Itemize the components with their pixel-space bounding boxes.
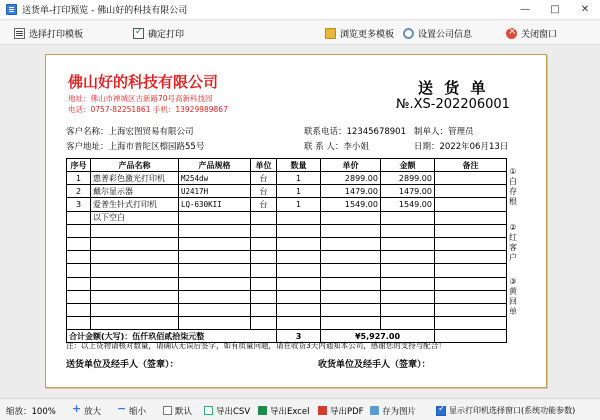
show-printer-dialog-label: 显示打印机选择窗口(系统功能参数) — [449, 406, 576, 415]
product-spec: M254dw — [179, 172, 251, 185]
company-name: 佛山好的科技有限公司 — [68, 73, 219, 91]
product-unit: 台 — [251, 172, 277, 185]
print-preview-area[interactable] — [0, 46, 600, 398]
zoom-out-label: 缩小 — [129, 406, 147, 417]
column-header: 数量 — [277, 159, 321, 172]
document-date: 日期：2022年06月13日 — [414, 142, 509, 152]
csv-icon — [204, 406, 213, 415]
toolbar — [0, 21, 600, 45]
close-preview-label: 关闭窗口 — [521, 29, 558, 40]
table-row-empty — [67, 264, 507, 277]
creator: 制单人：管理员 — [414, 127, 474, 137]
side-note-white-copy: ① 白 存 根 — [509, 167, 517, 206]
table-row — [67, 211, 507, 224]
row-number — [67, 211, 91, 224]
zoom-in-button[interactable] — [72, 404, 101, 417]
company-settings-button[interactable] — [403, 25, 472, 41]
browse-templates-button[interactable] — [325, 25, 394, 41]
column-header: 金额 — [381, 159, 435, 172]
export-pdf-label: 导出PDF — [330, 406, 364, 417]
customer-address: 客户地址：上海市普陀区檫园路55号 — [66, 142, 205, 152]
select-template-button[interactable] — [14, 25, 83, 41]
product-name: 戴尔显示器 — [91, 185, 179, 198]
document-title: 送 货 单 — [418, 79, 489, 97]
side-note-yellow-copy: ③ 黄 回 单 — [509, 277, 517, 316]
paper-page — [45, 54, 547, 388]
product-price: 1479.00 — [321, 185, 381, 198]
folder-icon — [325, 28, 336, 39]
confirm-print-button[interactable] — [133, 25, 184, 41]
image-icon — [370, 406, 379, 415]
window-title: 送货单-打印预览 - 佛山好的科技有限公司 — [22, 6, 188, 16]
zoom-out-button[interactable] — [117, 404, 146, 417]
product-amount: 1549.00 — [381, 198, 435, 211]
goods-table — [66, 158, 507, 343]
confirm-print-label: 确定打印 — [148, 29, 185, 40]
table-row — [67, 185, 507, 198]
excel-icon — [258, 406, 267, 415]
column-header: 产品名称 — [91, 159, 179, 172]
contact-person: 联 系 人：李小姐 — [304, 142, 369, 152]
title-bar — [0, 0, 600, 20]
table-header-row — [67, 159, 507, 172]
product-spec — [179, 211, 251, 224]
browse-templates-label: 浏览更多模板 — [340, 29, 395, 40]
app-icon — [6, 4, 17, 15]
receiver-signature: 收货单位及经手人（签章）： — [318, 360, 431, 370]
column-header: 单位 — [251, 159, 277, 172]
table-row-empty — [67, 290, 507, 303]
zoom-in-label: 放大 — [84, 406, 102, 417]
customer-name: 客户名称：上海宏图贸易有限公司 — [66, 127, 194, 137]
product-note — [435, 185, 507, 198]
page-icon — [163, 406, 172, 415]
product-name: 惠普彩色激光打印机 — [91, 172, 179, 185]
close-window-button[interactable]: ✕ — [580, 4, 590, 15]
checkbox-checked-icon — [436, 406, 446, 416]
company-address: 地址：佛山市禅城区古新路70号高新科技园 — [68, 94, 213, 103]
product-note — [435, 198, 507, 211]
column-header: 序号 — [67, 159, 91, 172]
product-note — [435, 172, 507, 185]
product-qty: 1 — [277, 185, 321, 198]
side-note-red-copy: ② 红 客 户 — [509, 223, 517, 262]
product-name: 以下空白 — [91, 211, 179, 224]
plus-icon — [72, 406, 81, 415]
select-template-label: 选择打印模板 — [29, 29, 84, 40]
row-number: 1 — [67, 172, 91, 185]
table-row-empty — [67, 237, 507, 250]
product-qty: 1 — [277, 172, 321, 185]
company-phone: 电话：0757-82251861 手机：13929989867 — [68, 105, 228, 114]
product-price — [321, 211, 381, 224]
row-number: 2 — [67, 185, 91, 198]
product-amount: 2899.00 — [381, 172, 435, 185]
default-zoom-label: 默认 — [175, 406, 193, 417]
product-name: 爱普生针式打印机 — [91, 198, 179, 211]
table-row-empty — [67, 224, 507, 237]
status-bar — [0, 398, 600, 420]
column-header: 单价 — [321, 159, 381, 172]
table-row-empty — [67, 251, 507, 264]
column-header: 产品规格 — [179, 159, 251, 172]
footnote: 注：以上货物请核对数量，请确认无误后签字，如有质量问题，请在收货3天内通知本公司，感谢您的支持与配合！ — [66, 341, 446, 350]
document-number: №.XS-202206001 — [396, 97, 510, 112]
product-price: 1549.00 — [321, 198, 381, 211]
table-row-empty — [67, 277, 507, 290]
template-list-icon — [14, 28, 25, 39]
minimize-button[interactable]: — — [520, 4, 530, 15]
sender-signature: 送货单位及经手人（签章）： — [66, 360, 179, 370]
contact-phone: 联系电话：12345678901 — [304, 127, 406, 137]
zoom-level: 缩放：100% — [6, 406, 56, 417]
close-preview-button[interactable] — [506, 25, 557, 41]
total-qty: 3 — [277, 330, 321, 343]
show-printer-dialog-checkbox[interactable] — [436, 404, 575, 417]
minus-icon — [117, 406, 126, 415]
company-settings-label: 设置公司信息 — [418, 29, 473, 40]
export-excel-button[interactable] — [258, 404, 310, 417]
pdf-icon — [318, 406, 327, 415]
table-row-empty — [67, 303, 507, 316]
table-row-empty — [67, 317, 507, 330]
maximize-button[interactable]: □ — [550, 4, 560, 15]
column-header: 备注 — [435, 159, 507, 172]
check-icon — [133, 28, 144, 39]
product-qty — [277, 211, 321, 224]
save-image-button[interactable] — [370, 404, 416, 417]
product-unit: 台 — [251, 185, 277, 198]
total-amount: ¥5,927.00 — [321, 330, 435, 343]
row-number: 3 — [67, 198, 91, 211]
product-spec: LQ-630KII — [179, 198, 251, 211]
product-qty: 1 — [277, 198, 321, 211]
product-note — [435, 211, 507, 224]
export-pdf-button[interactable] — [318, 404, 364, 417]
save-image-label: 存为图片 — [382, 406, 417, 417]
product-amount — [381, 211, 435, 224]
product-unit — [251, 211, 277, 224]
table-row — [67, 198, 507, 211]
close-icon — [506, 28, 517, 39]
product-price: 2899.00 — [321, 172, 381, 185]
gear-icon — [403, 28, 414, 39]
export-csv-label: 导出CSV — [216, 406, 251, 417]
product-spec: U2417H — [179, 185, 251, 198]
product-amount: 1479.00 — [381, 185, 435, 198]
table-row — [67, 172, 507, 185]
export-csv-button[interactable] — [204, 404, 250, 417]
export-excel-label: 导出Excel — [270, 406, 310, 417]
product-unit: 台 — [251, 198, 277, 211]
default-zoom-button[interactable] — [163, 404, 192, 417]
total-amount-words: 合计金额(大写)：伍仟玖佰贰拾柒元整 — [67, 330, 277, 343]
